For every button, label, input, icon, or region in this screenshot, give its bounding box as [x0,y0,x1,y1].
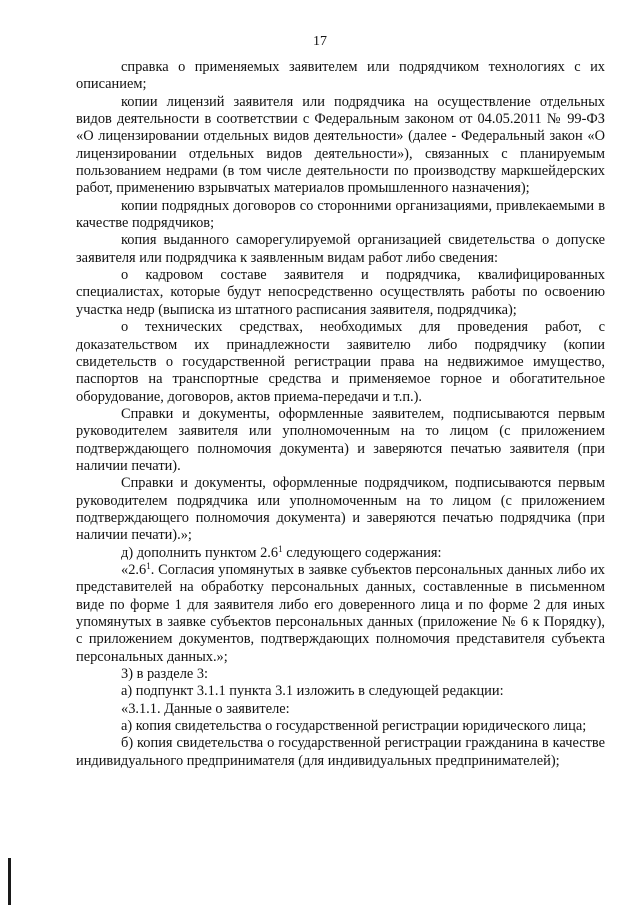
paragraph: б) копия свидетельства о государственной регистрации гражданина в качестве индивидуального предпринимателя (для индивидуальных предпринимателей); [76,735,605,769]
paragraph: Справки и документы, оформленные заявителем, подписываются первым руководителем заявителя или уполномоченным на то лицом (с приложением подтверждающего полномочия документа) и заверяются печатью заявителя (при наличии печати). [76,405,605,474]
amendment-point-d [76,545,605,562]
paragraph: копия выданного саморегулируемой организацией свидетельства о допуске заявителя или подрядчика к заявленным видам работ либо сведения: [76,232,605,266]
paragraph: Справки и документы, оформленные подрядчиком, подписываются первым руководителем подрядчика или уполномоченным на то лицом (с приложением подтверждающего полномочия документа) и заверяются печатью подрядчика (при наличии печати).»; [76,475,605,544]
clause-text: . Согласия упомянутых в заявке субъектов персональных данных либо их представителей на обработку персональных данных, составленные в письменном виде по форме 1 для заявителя либо его доверенного лица и по форме 2 для иных упомянутых в заявке субъектов персональных данных (приложение № 6 к Порядку), с приложением документов, подтверждающих полномочия представителя субъекта персональных данных.»; [76,561,605,665]
paragraph: справка о применяемых заявителем или подрядчиком технологиях с их описанием; [76,59,605,93]
clause-2-6-1 [76,562,605,666]
superscript: 1 [146,560,151,571]
page-number: 17 [313,34,327,49]
superscript: 1 [278,543,283,554]
paragraph: а) копия свидетельства о государственной регистрации юридического лица; [121,718,587,735]
scan-binding-mark [8,858,11,905]
paragraph: «3.1.1. Данные о заявителе: [121,700,290,717]
paragraph: копии лицензий заявителя или подрядчика на осуществление отдельных видов деятельности в соответствии с Федеральным законом от 04.05.2011 № 99-ФЗ «О лицензировании отдельных видов деятельности» (далее - Федеральный закон «О лицензировании отдельных видов деятельности»), связанных с планируемым пользованием недрами (в том числе деятельности по производству маркшейдерских работ, применению взрывчатых материалов промышленного назначения); [76,93,605,197]
point-d-text: д) дополнить пунктом 2.6 [121,544,279,561]
clause-number: «2.6 [121,561,147,578]
paragraph: 3) в разделе 3: [121,666,209,683]
document-body [76,59,605,770]
paragraph: о кадровом составе заявителя и подрядчика, квалифицированных специалистах, которые будут непосредственно осуществлять работы по освоению участка недр (выписка из штатного расписания заявителя, подрядчика); [76,267,605,318]
point-d-text-tail: следующего содержания: [282,544,442,561]
paragraph: о технических средствах, необходимых для проведения работ, с доказательством их принадлежности заявителю либо подрядчику (копии свидетельств о государственной регистрации права на недвижимое имущество, паспортов на транспортные средства и применяемое горное и обогатительное оборудование, договоров, актов приема-передачи и т.п.). [76,319,605,405]
paragraph: копии подрядных договоров со сторонними организациями, привлекаемыми в качестве подрядчиков; [76,197,605,232]
paragraph: а) подпункт 3.1.1 пункта 3.1 изложить в следующей редакции: [121,683,504,700]
